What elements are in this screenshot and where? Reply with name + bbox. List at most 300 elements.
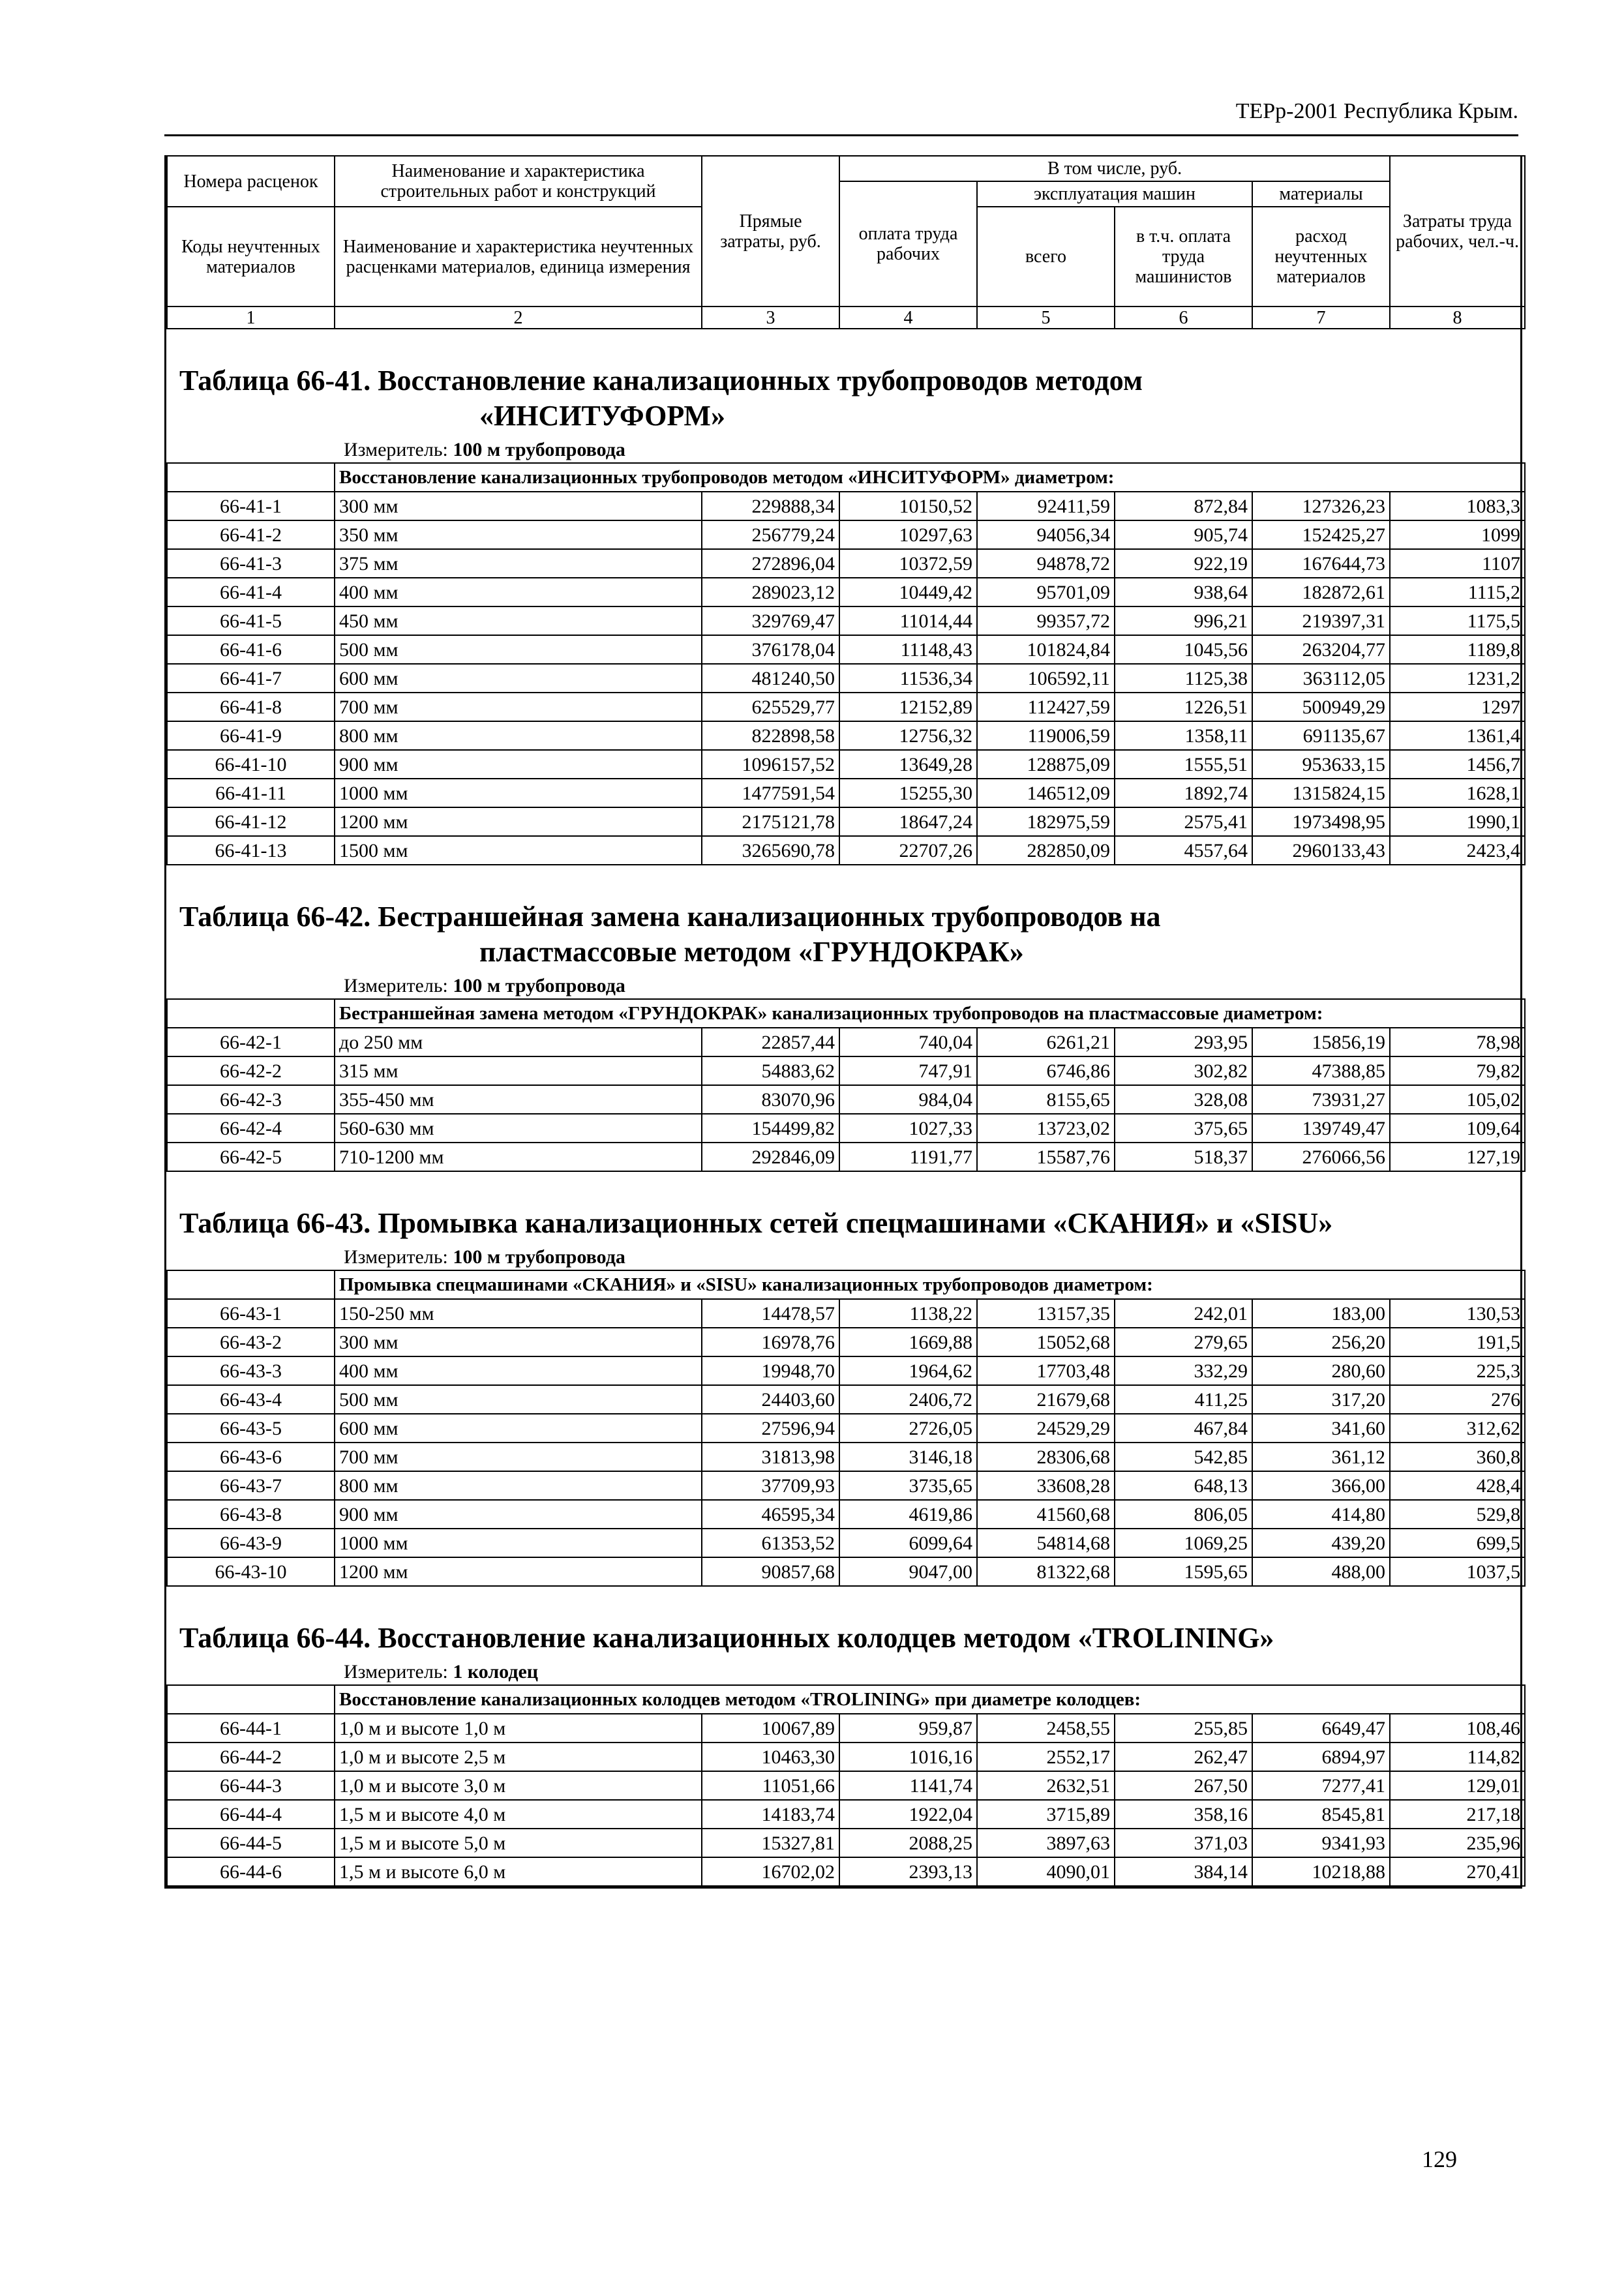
cell-rate-code: 66-42-5	[167, 1143, 335, 1171]
table-title-line: Таблица 66-41. Восстановление канализационных трубопроводов методом	[179, 365, 1143, 396]
table-row	[167, 836, 1525, 865]
cell-machines-total: 15052,68	[977, 1328, 1115, 1356]
cell-labor: 360,8	[1390, 1443, 1525, 1471]
cell-worker-pay: 11536,34	[839, 664, 977, 693]
cell-materials: 182872,61	[1252, 578, 1390, 606]
cell-rate-code: 66-43-9	[167, 1529, 335, 1557]
cell-materials: 7277,41	[1252, 1771, 1390, 1800]
col-number: 7	[1252, 307, 1390, 329]
cell-machines-total: 8155,65	[977, 1085, 1115, 1114]
measure-value: 100 м трубопровода	[453, 1246, 625, 1268]
cell-rate-name: 1,5 м и высоте 6,0 м	[335, 1857, 702, 1886]
cell-machines-total: 94878,72	[977, 549, 1115, 578]
cell-labor: 235,96	[1390, 1829, 1525, 1857]
cell-rate-name: 700 мм	[335, 693, 702, 721]
cell-materials: 6649,47	[1252, 1714, 1390, 1743]
cell-rate-code: 66-44-2	[167, 1743, 335, 1771]
cell-rate-name: 300 мм	[335, 492, 702, 520]
price-tables	[166, 329, 1520, 1887]
cell-direct-costs: 46595,34	[702, 1500, 839, 1529]
cell-materials: 6894,97	[1252, 1743, 1390, 1771]
cell-rate-name: 500 мм	[335, 635, 702, 664]
cell-operator-pay: 938,64	[1115, 578, 1252, 606]
cell-machines-total: 41560,68	[977, 1500, 1115, 1529]
measure-unit	[166, 438, 1520, 462]
cell-rate-code: 66-44-3	[167, 1771, 335, 1800]
cell-operator-pay: 1045,56	[1115, 635, 1252, 664]
table-title-line: «ИНСИТУФОРМ»	[479, 400, 725, 432]
cell-operator-pay: 302,82	[1115, 1056, 1252, 1085]
cell-materials: 691135,67	[1252, 721, 1390, 750]
cell-materials: 361,12	[1252, 1443, 1390, 1471]
cell-machines-total: 112427,59	[977, 693, 1115, 721]
table-row	[167, 1443, 1525, 1471]
cell-rate-code: 66-43-4	[167, 1385, 335, 1414]
table-title	[179, 1621, 1520, 1656]
cell-operator-pay: 4557,64	[1115, 836, 1252, 865]
cell-worker-pay: 747,91	[839, 1056, 977, 1085]
table-title	[179, 899, 1520, 970]
cell-operator-pay: 293,95	[1115, 1028, 1252, 1056]
col-header-operator-pay: в т.ч. оплата труда машинистов	[1115, 207, 1252, 307]
cell-worker-pay: 3146,18	[839, 1443, 977, 1471]
cell-operator-pay: 1125,38	[1115, 664, 1252, 693]
col-number: 6	[1115, 307, 1252, 329]
cell-rate-code: 66-41-8	[167, 693, 335, 721]
cell-rate-name: 1,5 м и высоте 5,0 м	[335, 1829, 702, 1857]
col-number: 4	[839, 307, 977, 329]
cell-labor: 1628,1	[1390, 779, 1525, 807]
cell-operator-pay: 1595,65	[1115, 1557, 1252, 1586]
cell-worker-pay: 11148,43	[839, 635, 977, 664]
cell-labor: 127,19	[1390, 1143, 1525, 1171]
cell-direct-costs: 31813,98	[702, 1443, 839, 1471]
table-row	[167, 1800, 1525, 1829]
cell-materials: 219397,31	[1252, 606, 1390, 635]
table-row	[167, 750, 1525, 779]
cell-rate-code: 66-42-2	[167, 1056, 335, 1085]
cell-materials: 2960133,43	[1252, 836, 1390, 865]
cell-machines-total: 101824,84	[977, 635, 1115, 664]
cell-rate-code: 66-44-5	[167, 1829, 335, 1857]
cell-labor: 1297	[1390, 693, 1525, 721]
col-header-machines-total: всего	[977, 207, 1115, 307]
measure-label: Измеритель:	[344, 1661, 448, 1683]
cell-labor: 114,82	[1390, 1743, 1525, 1771]
cell-rate-code: 66-41-3	[167, 549, 335, 578]
cell-materials: 953633,15	[1252, 750, 1390, 779]
cell-worker-pay: 10449,42	[839, 578, 977, 606]
table-row	[167, 1771, 1525, 1800]
cell-rate-name: 600 мм	[335, 1414, 702, 1443]
cell-materials: 1973498,95	[1252, 807, 1390, 836]
cell-direct-costs: 1096157,52	[702, 750, 839, 779]
cell-rate-code: 66-41-1	[167, 492, 335, 520]
cell-rate-code: 66-41-13	[167, 836, 335, 865]
cell-direct-costs: 54883,62	[702, 1056, 839, 1085]
table-row	[167, 578, 1525, 606]
cell-machines-total: 2458,55	[977, 1714, 1115, 1743]
cell-labor: 105,02	[1390, 1085, 1525, 1114]
table-row	[167, 1143, 1525, 1171]
cell-operator-pay: 371,03	[1115, 1829, 1252, 1857]
cell-materials: 488,00	[1252, 1557, 1390, 1586]
cell-operator-pay: 872,84	[1115, 492, 1252, 520]
cell-operator-pay: 2575,41	[1115, 807, 1252, 836]
cell-rate-code: 66-44-4	[167, 1800, 335, 1829]
cell-rate-name: 1200 мм	[335, 807, 702, 836]
cell-rate-name: 560-630 мм	[335, 1114, 702, 1143]
cell-operator-pay: 467,84	[1115, 1414, 1252, 1443]
document-body	[164, 155, 1522, 1889]
cell-worker-pay: 9047,00	[839, 1557, 977, 1586]
cell-materials: 139749,47	[1252, 1114, 1390, 1143]
cell-materials: 183,00	[1252, 1299, 1390, 1328]
cell-direct-costs: 90857,68	[702, 1557, 839, 1586]
cell-materials: 263204,77	[1252, 635, 1390, 664]
cell-rate-name: 1,0 м и высоте 2,5 м	[335, 1743, 702, 1771]
cell-rate-code: 66-42-3	[167, 1085, 335, 1114]
cell-rate-code: 66-41-10	[167, 750, 335, 779]
cell-worker-pay: 1964,62	[839, 1356, 977, 1385]
cell-materials: 256,20	[1252, 1328, 1390, 1356]
cell-direct-costs: 10067,89	[702, 1714, 839, 1743]
table-title-line: пластмассовые методом «ГРУНДОКРАК»	[479, 936, 1024, 968]
cell-materials: 414,80	[1252, 1500, 1390, 1529]
table-subheader: Восстановление канализационных колодцев методом «TROLINING» при диаметре колодцев:	[335, 1685, 1525, 1714]
cell-machines-total: 2632,51	[977, 1771, 1115, 1800]
cell-machines-total: 2552,17	[977, 1743, 1115, 1771]
col-header-materials: материалы	[1252, 181, 1390, 207]
cell-worker-pay: 1141,74	[839, 1771, 977, 1800]
cell-materials: 317,20	[1252, 1385, 1390, 1414]
col-header-unaccounted-materials: расход неучтенных материалов	[1252, 207, 1390, 307]
cell-direct-costs: 625529,77	[702, 693, 839, 721]
cell-direct-costs: 289023,12	[702, 578, 839, 606]
table-row	[167, 635, 1525, 664]
cell-materials: 8545,81	[1252, 1800, 1390, 1829]
col-header-direct-costs: Прямые затраты, руб.	[702, 156, 839, 307]
cell-worker-pay: 1138,22	[839, 1299, 977, 1328]
cell-direct-costs: 14183,74	[702, 1800, 839, 1829]
cell-labor: 217,18	[1390, 1800, 1525, 1829]
cell-materials: 439,20	[1252, 1529, 1390, 1557]
cell-labor: 78,98	[1390, 1028, 1525, 1056]
cell-worker-pay: 6099,64	[839, 1529, 977, 1557]
table-row	[167, 1056, 1525, 1085]
cell-worker-pay: 12756,32	[839, 721, 977, 750]
cell-direct-costs: 16978,76	[702, 1328, 839, 1356]
cell-machines-total: 146512,09	[977, 779, 1115, 807]
cell-rate-name: 800 мм	[335, 1471, 702, 1500]
cell-labor: 276	[1390, 1385, 1525, 1414]
cell-machines-total: 81322,68	[977, 1557, 1115, 1586]
cell-machines-total: 15587,76	[977, 1143, 1115, 1171]
cell-operator-pay: 1069,25	[1115, 1529, 1252, 1557]
cell-rate-name: 450 мм	[335, 606, 702, 635]
price-table-block	[166, 865, 1520, 1172]
cell-worker-pay: 2393,13	[839, 1857, 977, 1886]
cell-rate-code: 66-43-6	[167, 1443, 335, 1471]
cell-machines-total: 119006,59	[977, 721, 1115, 750]
table-title	[179, 363, 1520, 434]
cell-machines-total: 4090,01	[977, 1857, 1115, 1886]
cell-rate-code: 66-41-6	[167, 635, 335, 664]
cell-materials: 152425,27	[1252, 520, 1390, 549]
cell-rate-code: 66-41-2	[167, 520, 335, 549]
cell-materials: 366,00	[1252, 1471, 1390, 1500]
measure-unit	[166, 974, 1520, 998]
table-row	[167, 779, 1525, 807]
col-number: 2	[335, 307, 702, 329]
cell-rate-name: 1000 мм	[335, 1529, 702, 1557]
table-row	[167, 492, 1525, 520]
cell-rate-name: 900 мм	[335, 750, 702, 779]
cell-direct-costs: 27596,94	[702, 1414, 839, 1443]
cell-worker-pay: 1016,16	[839, 1743, 977, 1771]
col-header-worker-pay: оплата труда рабочих	[839, 181, 977, 307]
cell-rate-code: 66-43-2	[167, 1328, 335, 1356]
cell-direct-costs: 1477591,54	[702, 779, 839, 807]
measure-label: Измеритель:	[344, 439, 448, 460]
cell-machines-total: 6261,21	[977, 1028, 1115, 1056]
cell-rate-name: 1000 мм	[335, 779, 702, 807]
col-number: 8	[1390, 307, 1525, 329]
cell-direct-costs: 61353,52	[702, 1529, 839, 1557]
cell-labor: 129,01	[1390, 1771, 1525, 1800]
price-table-block	[166, 1587, 1520, 1887]
cell-rate-name: 710-1200 мм	[335, 1143, 702, 1171]
cell-machines-total: 3897,63	[977, 1829, 1115, 1857]
cell-machines-total: 24529,29	[977, 1414, 1115, 1443]
table-title-line: Таблица 66-42. Бестраншейная замена канализационных трубопроводов на	[179, 901, 1161, 933]
price-table-block	[166, 329, 1520, 865]
cell-operator-pay: 905,74	[1115, 520, 1252, 549]
cell-operator-pay: 242,01	[1115, 1299, 1252, 1328]
cell-materials: 276066,56	[1252, 1143, 1390, 1171]
cell-operator-pay: 332,29	[1115, 1356, 1252, 1385]
cell-direct-costs: 16702,02	[702, 1857, 839, 1886]
table-row	[167, 1829, 1525, 1857]
cell-machines-total: 13157,35	[977, 1299, 1115, 1328]
cell-labor: 1175,5	[1390, 606, 1525, 635]
cell-worker-pay: 1669,88	[839, 1328, 977, 1356]
cell-materials: 47388,85	[1252, 1056, 1390, 1085]
cell-machines-total: 17703,48	[977, 1356, 1115, 1385]
cell-worker-pay: 4619,86	[839, 1500, 977, 1529]
cell-worker-pay: 740,04	[839, 1028, 977, 1056]
col-header-name: Наименование и характеристика строительных работ и конструкций	[335, 156, 702, 207]
subheader-spacer	[167, 1270, 335, 1299]
cell-labor: 225,3	[1390, 1356, 1525, 1385]
table-row	[167, 1414, 1525, 1443]
cell-worker-pay: 2726,05	[839, 1414, 977, 1443]
cell-direct-costs: 14478,57	[702, 1299, 839, 1328]
cell-machines-total: 182975,59	[977, 807, 1115, 836]
cell-worker-pay: 959,87	[839, 1714, 977, 1743]
cell-rate-name: 300 мм	[335, 1328, 702, 1356]
cell-labor: 130,53	[1390, 1299, 1525, 1328]
rates-table	[166, 1270, 1526, 1587]
cell-direct-costs: 272896,04	[702, 549, 839, 578]
cell-labor: 1361,4	[1390, 721, 1525, 750]
cell-worker-pay: 15255,30	[839, 779, 977, 807]
cell-rate-name: 600 мм	[335, 664, 702, 693]
cell-rate-code: 66-41-7	[167, 664, 335, 693]
cell-rate-code: 66-42-4	[167, 1114, 335, 1143]
cell-operator-pay: 806,05	[1115, 1500, 1252, 1529]
cell-direct-costs: 10463,30	[702, 1743, 839, 1771]
cell-rate-name: 1,0 м и высоте 1,0 м	[335, 1714, 702, 1743]
cell-direct-costs: 2175121,78	[702, 807, 839, 836]
cell-rate-name: 350 мм	[335, 520, 702, 549]
col-number: 1	[167, 307, 335, 329]
cell-worker-pay: 13649,28	[839, 750, 977, 779]
cell-direct-costs: 37709,93	[702, 1471, 839, 1500]
cell-materials: 500949,29	[1252, 693, 1390, 721]
measure-value: 1 колодец	[453, 1661, 539, 1683]
cell-materials: 10218,88	[1252, 1857, 1390, 1886]
cell-labor: 1107	[1390, 549, 1525, 578]
cell-direct-costs: 3265690,78	[702, 836, 839, 865]
cell-operator-pay: 1892,74	[1115, 779, 1252, 807]
document-title: ТЕРр-2001 Республика Крым.	[1235, 99, 1518, 123]
cell-rate-name: 800 мм	[335, 721, 702, 750]
measure-value: 100 м трубопровода	[453, 975, 625, 996]
cell-operator-pay: 1226,51	[1115, 693, 1252, 721]
cell-operator-pay: 996,21	[1115, 606, 1252, 635]
cell-rate-code: 66-43-3	[167, 1356, 335, 1385]
col-number: 5	[977, 307, 1115, 329]
cell-rate-name: 700 мм	[335, 1443, 702, 1471]
table-row	[167, 1356, 1525, 1385]
table-row	[167, 1743, 1525, 1771]
column-header-table	[166, 155, 1526, 329]
cell-operator-pay: 1555,51	[1115, 750, 1252, 779]
table-row	[167, 1500, 1525, 1529]
cell-direct-costs: 154499,82	[702, 1114, 839, 1143]
cell-machines-total: 54814,68	[977, 1529, 1115, 1557]
measure-unit	[166, 1245, 1520, 1270]
cell-labor: 109,64	[1390, 1114, 1525, 1143]
cell-rate-code: 66-43-8	[167, 1500, 335, 1529]
table-row	[167, 1085, 1525, 1114]
table-row	[167, 1714, 1525, 1743]
cell-labor: 312,62	[1390, 1414, 1525, 1443]
cell-operator-pay: 411,25	[1115, 1385, 1252, 1414]
cell-worker-pay: 1027,33	[839, 1114, 977, 1143]
cell-rate-code: 66-43-5	[167, 1414, 335, 1443]
cell-rate-name: 375 мм	[335, 549, 702, 578]
table-title	[179, 1206, 1520, 1241]
table-row	[167, 1028, 1525, 1056]
cell-materials: 73931,27	[1252, 1085, 1390, 1114]
cell-operator-pay: 328,08	[1115, 1085, 1252, 1114]
table-row	[167, 1114, 1525, 1143]
table-row	[167, 807, 1525, 836]
measure-label: Измеритель:	[344, 1246, 448, 1268]
col-header-machines: эксплуатация машин	[977, 181, 1252, 207]
page-header	[164, 98, 1518, 136]
subheader-spacer	[167, 1685, 335, 1714]
col-header-codes: Номера расценок	[167, 156, 335, 207]
table-row	[167, 1328, 1525, 1356]
cell-worker-pay: 2406,72	[839, 1385, 977, 1414]
cell-rate-name: 355-450 мм	[335, 1085, 702, 1114]
cell-direct-costs: 24403,60	[702, 1385, 839, 1414]
cell-rate-name: 1,0 м и высоте 3,0 м	[335, 1771, 702, 1800]
table-row	[167, 606, 1525, 635]
subheader-spacer	[167, 463, 335, 492]
cell-rate-code: 66-43-10	[167, 1557, 335, 1586]
cell-direct-costs: 19948,70	[702, 1356, 839, 1385]
cell-operator-pay: 648,13	[1115, 1471, 1252, 1500]
cell-labor: 1189,8	[1390, 635, 1525, 664]
measure-label: Измеритель:	[344, 975, 448, 996]
cell-rate-code: 66-43-7	[167, 1471, 335, 1500]
table-row	[167, 693, 1525, 721]
col-number: 3	[702, 307, 839, 329]
cell-labor: 529,8	[1390, 1500, 1525, 1529]
cell-rate-code: 66-41-4	[167, 578, 335, 606]
cell-operator-pay: 1358,11	[1115, 721, 1252, 750]
cell-rate-code: 66-41-11	[167, 779, 335, 807]
cell-labor: 108,46	[1390, 1714, 1525, 1743]
table-row	[167, 520, 1525, 549]
cell-machines-total: 92411,59	[977, 492, 1115, 520]
cell-machines-total: 6746,86	[977, 1056, 1115, 1085]
cell-machines-total: 106592,11	[977, 664, 1115, 693]
cell-operator-pay: 358,16	[1115, 1800, 1252, 1829]
cell-machines-total: 282850,09	[977, 836, 1115, 865]
cell-direct-costs: 292846,09	[702, 1143, 839, 1171]
cell-labor: 2423,4	[1390, 836, 1525, 865]
cell-worker-pay: 22707,26	[839, 836, 977, 865]
cell-rate-code: 66-41-5	[167, 606, 335, 635]
cell-materials: 280,60	[1252, 1356, 1390, 1385]
cell-operator-pay: 384,14	[1115, 1857, 1252, 1886]
cell-direct-costs: 329769,47	[702, 606, 839, 635]
col-header-labor: Затраты труда рабочих, чел.-ч.	[1390, 156, 1525, 307]
table-row	[167, 1557, 1525, 1586]
cell-rate-code: 66-41-12	[167, 807, 335, 836]
cell-worker-pay: 10297,63	[839, 520, 977, 549]
cell-direct-costs: 11051,66	[702, 1771, 839, 1800]
cell-materials: 127326,23	[1252, 492, 1390, 520]
cell-operator-pay: 255,85	[1115, 1714, 1252, 1743]
cell-materials: 167644,73	[1252, 549, 1390, 578]
table-subheader: Промывка спецмашинами «СКАНИЯ» и «SISU» канализационных трубопроводов диаметром:	[335, 1270, 1525, 1299]
cell-direct-costs: 229888,34	[702, 492, 839, 520]
subheader-spacer	[167, 999, 335, 1028]
cell-rate-name: 1500 мм	[335, 836, 702, 865]
cell-labor: 1037,5	[1390, 1557, 1525, 1586]
cell-rate-name: 400 мм	[335, 578, 702, 606]
cell-direct-costs: 822898,58	[702, 721, 839, 750]
table-row	[167, 1471, 1525, 1500]
cell-labor: 191,5	[1390, 1328, 1525, 1356]
cell-operator-pay: 375,65	[1115, 1114, 1252, 1143]
col-header-material-names: Наименование и характеристика неучтенных расценками материалов, единица измерения	[335, 207, 702, 307]
cell-labor: 1990,1	[1390, 807, 1525, 836]
cell-direct-costs: 15327,81	[702, 1829, 839, 1857]
cell-labor: 1456,7	[1390, 750, 1525, 779]
cell-operator-pay: 922,19	[1115, 549, 1252, 578]
cell-rate-name: 1200 мм	[335, 1557, 702, 1586]
cell-rate-code: 66-44-1	[167, 1714, 335, 1743]
cell-worker-pay: 18647,24	[839, 807, 977, 836]
table-row	[167, 549, 1525, 578]
